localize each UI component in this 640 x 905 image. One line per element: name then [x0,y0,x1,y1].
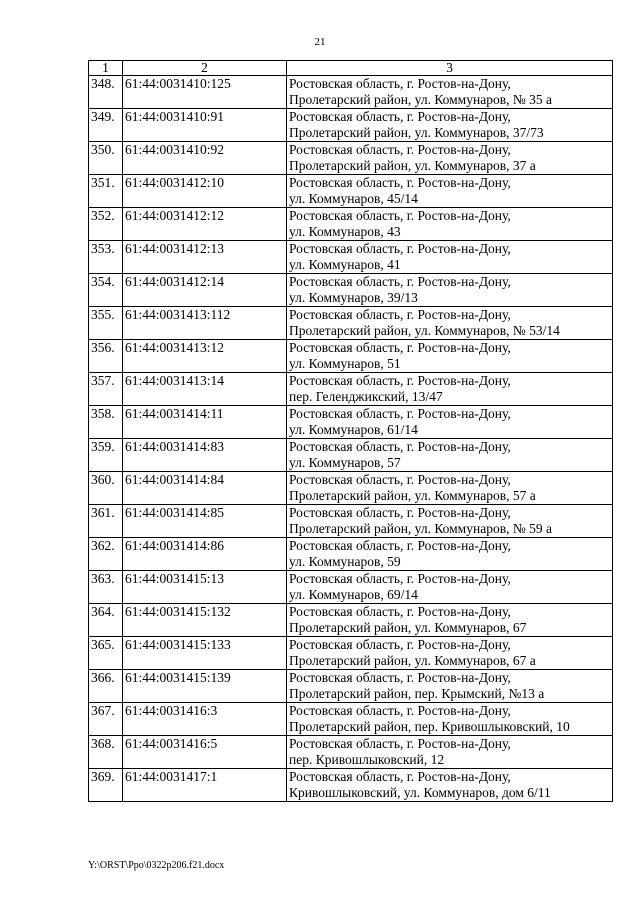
address-cell [287,142,613,175]
address-line-1: Ростовская область, г. Ростов-на-Дону, [289,76,511,91]
table-row [89,340,613,373]
address-cell [287,703,613,736]
row-number: 355. [89,307,123,340]
cadastral-number: 61:44:0031414:86 [123,538,287,571]
column-header-3: 3 [287,61,613,76]
table-row [89,439,613,472]
address-cell [287,109,613,142]
page-number: 21 [314,36,326,48]
table-row [89,670,613,703]
address-line-2: ул. Коммунаров, 39/13 [289,290,418,305]
address-cell [287,736,613,769]
row-number: 353. [89,241,123,274]
address-cell [287,76,613,109]
table-row [89,307,613,340]
cadastral-number: 61:44:0031416:5 [123,736,287,769]
row-number: 350. [89,142,123,175]
table-row [89,208,613,241]
table-row [89,373,613,406]
address-line-2: Пролетарский район, ул. Коммунаров, № 53/14 [289,323,560,338]
table-row [89,538,613,571]
address-line-1: Ростовская область, г. Ростов-на-Дону, [289,769,511,784]
address-line-1: Ростовская область, г. Ростов-на-Дону, [289,505,511,520]
table-row [89,703,613,736]
row-number: 359. [89,439,123,472]
cadastral-number: 61:44:0031410:125 [123,76,287,109]
address-line-1: Ростовская область, г. Ростов-на-Дону, [289,175,511,190]
address-line-1: Ростовская область, г. Ростов-на-Дону, [289,439,511,454]
address-line-1: Ростовская область, г. Ростов-на-Дону, [289,637,511,652]
address-line-1: Ростовская область, г. Ростов-на-Дону, [289,142,511,157]
row-number: 364. [89,604,123,637]
row-number: 352. [89,208,123,241]
table-row [89,472,613,505]
address-cell [287,538,613,571]
cadastral-number: 61:44:0031414:85 [123,505,287,538]
address-line-2: ул. Коммунаров, 57 [289,455,401,470]
address-cell [287,406,613,439]
address-line-1: Ростовская область, г. Ростов-на-Дону, [289,307,511,322]
address-cell [287,571,613,604]
column-header-2: 2 [123,61,287,76]
cadastral-number: 61:44:0031417:1 [123,769,287,802]
address-line-2: Пролетарский район, ул. Коммунаров, № 59 а [289,521,552,536]
cadastral-number: 61:44:0031414:83 [123,439,287,472]
cadastral-number: 61:44:0031413:12 [123,340,287,373]
table-row [89,76,613,109]
address-line-2: ул. Коммунаров, 61/14 [289,422,418,437]
address-cell [287,604,613,637]
cadastral-number: 61:44:0031414:84 [123,472,287,505]
cadastral-number: 61:44:0031410:91 [123,109,287,142]
address-line-1: Ростовская область, г. Ростов-на-Дону, [289,373,511,388]
address-line-1: Ростовская область, г. Ростов-на-Дону, [289,571,511,586]
row-number: 365. [89,637,123,670]
address-line-1: Ростовская область, г. Ростов-на-Дону, [289,703,511,718]
address-line-1: Ростовская область, г. Ростов-на-Дону, [289,406,511,421]
address-cell [287,439,613,472]
address-cell [287,505,613,538]
address-line-2: Пролетарский район, пер. Крымский, №13 а [289,686,545,701]
table-row [89,241,613,274]
cadastral-number: 61:44:0031412:12 [123,208,287,241]
row-number: 358. [89,406,123,439]
row-number: 369. [89,769,123,802]
cadastral-table [88,60,613,802]
address-line-2: Кривошлыковский, ул. Коммунаров, дом 6/11 [289,785,551,800]
cadastral-number: 61:44:0031416:3 [123,703,287,736]
row-number: 354. [89,274,123,307]
address-line-2: Пролетарский район, пер. Кривошлыковский, 10 [289,719,570,734]
address-cell [287,340,613,373]
address-line-2: ул. Коммунаров, 69/14 [289,587,418,602]
address-line-2: Пролетарский район, ул. Коммунаров, № 35 а [289,92,552,107]
row-number: 349. [89,109,123,142]
address-line-2: ул. Коммунаров, 45/14 [289,191,418,206]
address-line-1: Ростовская область, г. Ростов-на-Дону, [289,208,511,223]
row-number: 367. [89,703,123,736]
address-line-2: Пролетарский район, ул. Коммунаров, 37 а [289,158,536,173]
address-line-2: ул. Коммунаров, 59 [289,554,401,569]
row-number: 356. [89,340,123,373]
address-cell [287,208,613,241]
cadastral-number: 61:44:0031415:133 [123,637,287,670]
address-line-1: Ростовская область, г. Ростов-на-Дону, [289,274,511,289]
table-row [89,736,613,769]
row-number: 366. [89,670,123,703]
cadastral-number: 61:44:0031412:14 [123,274,287,307]
table-row [89,571,613,604]
address-line-1: Ростовская область, г. Ростов-на-Дону, [289,340,511,355]
address-cell [287,241,613,274]
row-number: 357. [89,373,123,406]
address-cell [287,769,613,802]
table-row [89,505,613,538]
address-cell [287,637,613,670]
cadastral-number: 61:44:0031415:132 [123,604,287,637]
address-line-2: Пролетарский район, ул. Коммунаров, 37/73 [289,125,544,140]
table-row [89,109,613,142]
address-cell [287,274,613,307]
table-row [89,274,613,307]
cadastral-number: 61:44:0031413:14 [123,373,287,406]
cadastral-number: 61:44:0031412:13 [123,241,287,274]
table-row [89,406,613,439]
address-line-1: Ростовская область, г. Ростов-на-Дону, [289,241,511,256]
cadastral-number: 61:44:0031413:112 [123,307,287,340]
address-line-1: Ростовская область, г. Ростов-на-Дону, [289,538,511,553]
address-line-2: пер. Кривошлыковский, 12 [289,752,445,767]
address-cell [287,670,613,703]
address-cell [287,472,613,505]
address-line-1: Ростовская область, г. Ростов-на-Дону, [289,736,511,751]
table-row [89,175,613,208]
address-line-2: Пролетарский район, ул. Коммунаров, 67 а [289,653,536,668]
cadastral-number: 61:44:0031410:92 [123,142,287,175]
address-line-1: Ростовская область, г. Ростов-на-Дону, [289,109,511,124]
table-body [89,76,613,802]
row-number: 361. [89,505,123,538]
address-line-2: ул. Коммунаров, 51 [289,356,401,371]
file-path-footer: Y:\ORST\Ppo\0322p206.f21.docx [88,860,225,871]
address-line-2: Пролетарский район, ул. Коммунаров, 67 [289,620,527,635]
address-cell [287,175,613,208]
table-row [89,769,613,802]
address-line-1: Ростовская область, г. Ростов-на-Дону, [289,472,511,487]
table-row [89,604,613,637]
address-line-2: Пролетарский район, ул. Коммунаров, 57 а [289,488,536,503]
table-row [89,637,613,670]
cadastral-number: 61:44:0031412:10 [123,175,287,208]
address-line-2: ул. Коммунаров, 43 [289,224,401,239]
column-header-1: 1 [89,61,123,76]
row-number: 363. [89,571,123,604]
cadastral-number: 61:44:0031414:11 [123,406,287,439]
cadastral-number: 61:44:0031415:139 [123,670,287,703]
address-cell [287,307,613,340]
table-row [89,142,613,175]
address-cell [287,373,613,406]
row-number: 368. [89,736,123,769]
table-header-row [89,61,613,76]
row-number: 348. [89,76,123,109]
row-number: 362. [89,538,123,571]
address-line-2: пер. Геленджикский, 13/47 [289,389,443,404]
address-line-1: Ростовская область, г. Ростов-на-Дону, [289,604,511,619]
address-line-1: Ростовская область, г. Ростов-на-Дону, [289,670,511,685]
cadastral-number: 61:44:0031415:13 [123,571,287,604]
row-number: 360. [89,472,123,505]
address-line-2: ул. Коммунаров, 41 [289,257,401,272]
row-number: 351. [89,175,123,208]
